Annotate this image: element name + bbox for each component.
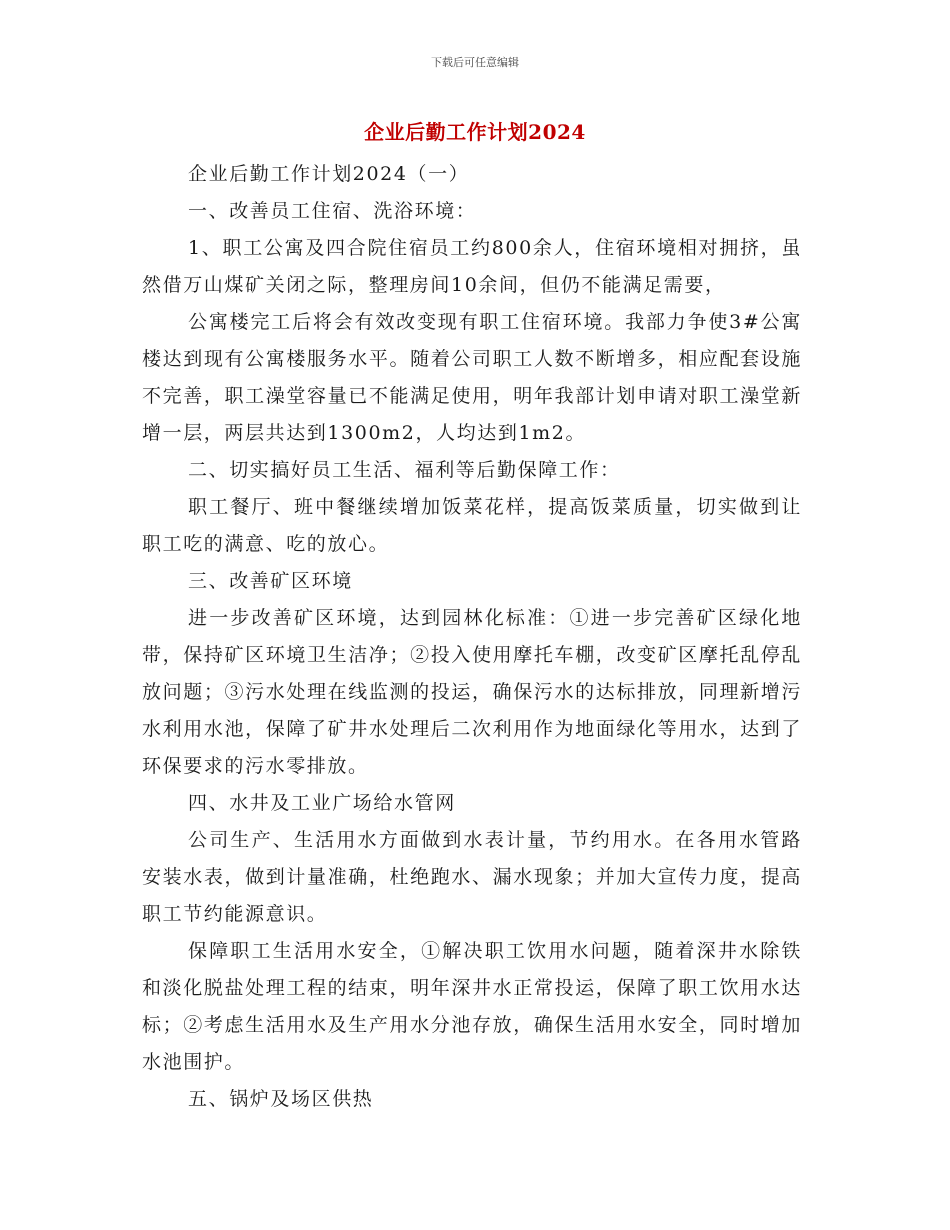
paragraph: 企业后勤工作计划2024（一） — [188, 163, 470, 185]
paragraph: 保障职工生活用水安全，①解决职工饮用水问题，随着深井水除铁和淡化脱盐处理工程的结束，明年深井水正常投运，保障了职工饮用水达标；②考虑生活用水及生产用水分池存放，确保生活用水安全，同时增加水池围护。 — [142, 940, 802, 1073]
paragraph: 公寓楼完工后将会有效改变现有职工住宿环境。我部力争使3#公寓楼达到现有公寓楼服务水平。随着公司职工人数不断增多，相应配套设施不完善，职工澡堂容量已不能满足使用，明年我部计划申请对职工澡堂新增一层，两层共达到1300m2，人均达到1m2。 — [142, 311, 802, 444]
paragraph: 四、水井及工业广场给水管网 — [188, 792, 456, 814]
paragraph: 三、改善矿区环境 — [188, 570, 353, 592]
paragraph: 1、职工公寓及四合院住宿员工约800余人，住宿环境相对拥挤，虽然借万山煤矿关闭之际，整理房间10余间，但仍不能满足需要， — [142, 237, 802, 296]
paragraph: 二、切实搞好员工生活、福利等后勤保障工作： — [188, 459, 621, 481]
document-body — [142, 156, 802, 1118]
paragraph: 公司生产、生活用水方面做到水表计量，节约用水。在各用水管路安装水表，做到计量准确，杜绝跑水、漏水现象；并加大宣传力度，提高职工节约能源意识。 — [142, 829, 802, 925]
paragraph: 职工餐厅、班中餐继续增加饭菜花样，提高饭菜质量，切实做到让职工吃的满意、吃的放心。 — [142, 496, 802, 555]
paragraph: 一、改善员工住宿、洗浴环境： — [188, 200, 477, 222]
paragraph: 进一步改善矿区环境，达到园林化标准：①进一步完善矿区绿化地带，保持矿区环境卫生洁净；②投入使用摩托车棚，改变矿区摩托乱停乱放问题；③污水处理在线监测的投运，确保污水的达标排放，同理新增污水利用水池，保障了矿井水处理后二次利用作为地面绿化等用水，达到了环保要求的污水零排放。 — [142, 607, 802, 777]
header-note: 下载后可任意编辑 — [431, 56, 519, 69]
document-title: 企业后勤工作计划2024 — [364, 120, 586, 144]
paragraph: 五、锅炉及场区供热 — [188, 1088, 374, 1110]
